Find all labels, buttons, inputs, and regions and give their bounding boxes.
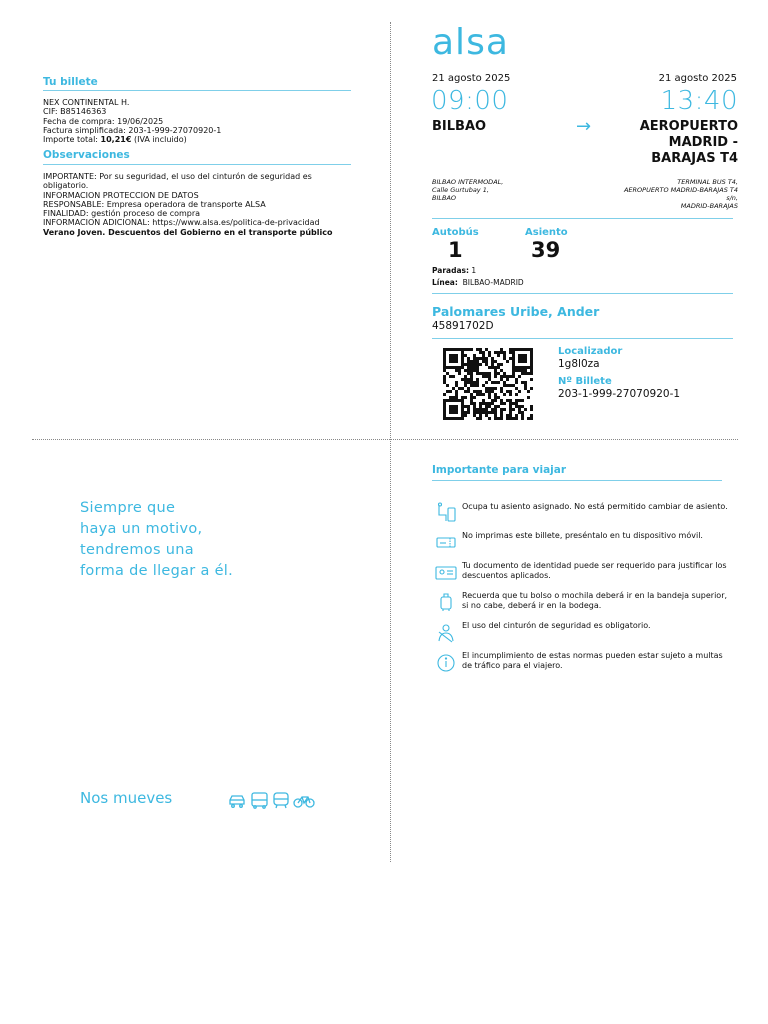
arrival-time: 13:40 <box>660 86 738 116</box>
stops-value: 1 <box>471 266 477 275</box>
observations-section-title: Observaciones <box>43 149 130 161</box>
bus-number: 1 <box>448 238 463 262</box>
seat-number: 39 <box>531 238 561 262</box>
origin-address: BILBAO INTERMODAL, Calle Gurtubay 1, BILBAO <box>432 178 504 202</box>
invoice-number: Factura simplificada: 203-1-999-27070920-1 <box>43 125 222 135</box>
route-value: BILBAO-MADRID <box>462 278 524 287</box>
ticket-number-label: Nº Billete <box>558 376 612 387</box>
origin-date: 21 agosto 2025 <box>432 73 511 84</box>
car-icon <box>230 796 244 807</box>
id-card-icon <box>434 561 458 583</box>
trip-rule <box>432 218 733 219</box>
bike-icon <box>294 797 314 807</box>
luggage-icon <box>434 591 458 613</box>
locator-value: 1g8l0za <box>558 358 600 370</box>
origin-city: BILBAO <box>432 119 487 134</box>
arrow-right-icon: → <box>576 116 592 137</box>
seatbelt-icon <box>434 621 458 643</box>
ticket-details <box>43 98 221 144</box>
bus-label: Autobús <box>432 227 479 238</box>
ticket-number-value: 203-1-999-27070920-1 <box>558 388 681 400</box>
passenger-document: 45891702D <box>432 320 494 332</box>
important-rule <box>432 480 722 481</box>
observations-section-rule <box>43 164 351 165</box>
passenger-rule-bottom <box>432 338 733 339</box>
info-icon <box>434 651 458 673</box>
locator-label: Localizador <box>558 346 623 357</box>
destination-address: TERMINAL BUS T4, AEROPUERTO MADRID-BARAJAS T4 s/n, MADRID-BARAJAS <box>623 178 738 210</box>
seat-icon <box>434 502 458 524</box>
footer-tagline: Nos mueves <box>80 789 173 807</box>
destination-date: 21 agosto 2025 <box>658 73 737 84</box>
stops-line: Paradas: 1 <box>432 266 477 275</box>
observations-text: IMPORTANTE: Por su seguridad, el uso del cinturón de seguridad es obligatorio. INFORMACION PROTECCION DE DATOS RESPONSABLE: Empresa operadora de transporte ALSA FINALIDAD: gestión proceso de compra INFORMACION ADICIONAL: https://www.alsa.es/politica-de-privacidad Verano Joven. Descuentos del Gobierno en el transporte público <box>43 172 333 237</box>
purchase-date: Fecha de compra: 19/06/2025 <box>43 116 164 126</box>
destination-city: AEROPUERTO MADRID - BARAJAS T4 <box>639 119 738 166</box>
mobile-ticket-icon <box>434 531 458 553</box>
alsa-logo <box>432 27 538 63</box>
slogan: Siempre que haya un motivo, tendremos una forma de llegar a él. <box>80 500 234 579</box>
company-name: NEX CONTINENTAL H. <box>43 98 130 107</box>
passenger-rule-top <box>432 293 733 294</box>
company-cif: CIF: B85146363 <box>43 107 107 117</box>
total-amount-line: Importe total: 10,21€ (IVA incluido) <box>43 135 187 145</box>
important-title: Importante para viajar <box>432 464 567 476</box>
ticket-section-title: Tu billete <box>43 76 98 88</box>
privacy-link[interactable]: INFORMACION ADICIONAL: https://www.alsa.es/politica-de-privacidad <box>43 218 320 228</box>
coach-icon <box>274 793 288 808</box>
ticket-section-rule <box>43 90 351 91</box>
seat-label: Asiento <box>525 227 568 238</box>
vertical-fold-line <box>390 22 391 862</box>
total-amount: 10,21€ <box>100 135 132 145</box>
departure-time: 09:00 <box>431 86 509 116</box>
horizontal-fold-line <box>32 439 738 440</box>
promo-note: Verano Joven. Descuentos del Gobierno en el transporte público <box>43 227 333 237</box>
passenger-name: Palomares Uribe, Ander <box>432 304 600 319</box>
qr-code[interactable] <box>443 348 533 424</box>
bus-icon <box>252 793 267 808</box>
logo-text: alsa <box>432 27 509 59</box>
transport-icons <box>228 791 318 813</box>
route-line: Línea: BILBAO-MADRID <box>432 278 524 287</box>
